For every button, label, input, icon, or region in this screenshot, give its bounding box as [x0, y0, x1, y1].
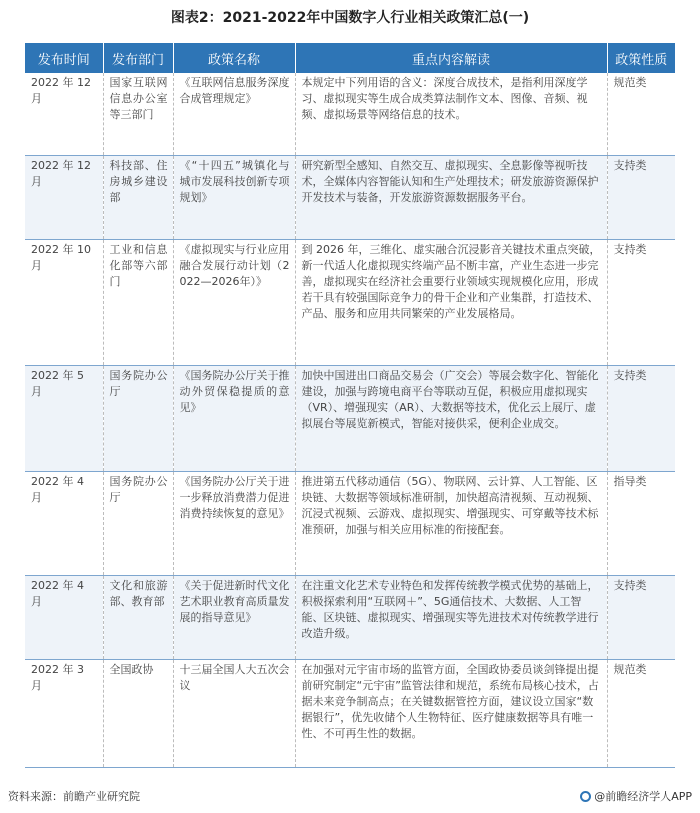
table-row — [25, 365, 675, 471]
column-header-nature: 政策性质 — [607, 43, 675, 73]
cell-content: 在加强对元宇宙市场的监管方面，全国政协委员谈剑锋提出提前研究制定“元宇宙”监管法律和规范，系统布局核心技术，占据未来竞争制高点；在关键数据管控方面，建议设立国家“数据银行”，优先收储个人生物特征、医疗健康数据等具有唯一性、不可再生性的数据。 — [295, 659, 607, 767]
cell-nature: 规范类 — [607, 659, 675, 767]
chart-title: 图表2：2021-2022年中国数字人行业相关政策汇总(一) — [170, 10, 530, 26]
table-row — [25, 73, 675, 155]
cell-date: 2022 年 3 月 — [25, 659, 103, 767]
table-row — [25, 155, 675, 239]
cell-content: 推进第五代移动通信（5G）、物联网、云计算、人工智能、区块链、大数据等领域标准研制，加快超高清视频、互动视频、沉浸式视频、云游戏、虚拟现实、增强现实、可穿戴等技术标准预研，加强与相关应用标准的衔接配套。 — [295, 471, 607, 575]
cell-date: 2022 年 4 月 — [25, 575, 103, 659]
cell-name: 《互联网信息服务深度合成管理规定》 — [173, 73, 295, 155]
cell-dept: 科技部、住房城乡建设部 — [103, 155, 173, 239]
column-header-dept: 发布部门 — [103, 43, 173, 73]
cell-nature: 支持类 — [607, 575, 675, 659]
cell-name: 十三届全国人大五次会议 — [173, 659, 295, 767]
policy-table — [25, 43, 675, 768]
cell-name: 《“十四五”城镇化与城市发展科技创新专项规划》 — [173, 155, 295, 239]
cell-name: 《国务院办公厅关于进一步释放消费潜力促进消费持续恢复的意见》 — [173, 471, 295, 575]
column-header-content: 重点内容解读 — [295, 43, 607, 73]
brand-label: @前瞻经济学人APP — [594, 790, 692, 803]
qianzhan-logo-icon — [580, 791, 591, 802]
cell-content: 在注重文化艺术专业特色和发挥传统教学模式优势的基础上，积极探索利用“互联网＋”、5G通信技术、大数据、人工智能、区块链、虚拟现实、增强现实等先进技术对传统教学进行改造升级。 — [295, 575, 607, 659]
cell-date: 2022 年 12 月 — [25, 155, 103, 239]
cell-date: 2022 年 12 月 — [25, 73, 103, 155]
table-header-row — [25, 43, 675, 73]
table-row — [25, 471, 675, 575]
footer — [0, 786, 700, 806]
cell-nature: 支持类 — [607, 239, 675, 365]
cell-dept: 国务院办公厅 — [103, 471, 173, 575]
cell-content: 到 2026 年，三维化、虚实融合沉浸影音关键技术重点突破，新一代适人化虚拟现实终端产品不断丰富，产业生态进一步完善，虚拟现实在经济社会重要行业领域实现规模化应用，形成若干具有较强国际竞争力的骨干企业和产业集群，打造技术、产品、服务和应用共同繁荣的产业发展格局。 — [295, 239, 607, 365]
column-header-name: 政策名称 — [173, 43, 295, 73]
cell-dept: 文化和旅游部、教育部 — [103, 575, 173, 659]
cell-name: 《关于促进新时代文化艺术职业教育高质量发展的指导意见》 — [173, 575, 295, 659]
source-note: 资料来源：前瞻产业研究院 — [8, 790, 140, 803]
cell-nature: 支持类 — [607, 155, 675, 239]
table-row — [25, 239, 675, 365]
cell-nature: 规范类 — [607, 73, 675, 155]
table-row — [25, 575, 675, 659]
cell-nature: 指导类 — [607, 471, 675, 575]
cell-date: 2022 年 10 月 — [25, 239, 103, 365]
cell-content: 本规定中下列用语的含义：深度合成技术，是指利用深度学习、虚拟现实等生成合成类算法制作文本、图像、音频、视频、虚拟场景等网络信息的技术。 — [295, 73, 607, 155]
cell-content: 加快中国进出口商品交易会（广交会）等展会数字化、智能化建设，加强与跨境电商平台等联动互促，积极应用虚拟现实（VR）、增强现实（AR）、大数据等技术，优化云上展厅、虚拟展台等展览新模式，智能对接供采，便利企业成交。 — [295, 365, 607, 471]
table-row — [25, 659, 675, 767]
cell-date: 2022 年 4 月 — [25, 471, 103, 575]
cell-dept: 工业和信息化部等六部门 — [103, 239, 173, 365]
cell-content: 研究新型全感知、自然交互、虚拟现实、全息影像等视听技术，全媒体内容智能认知和生产处理技术；研发旅游资源保护开发技术与装备，开发旅游资源数据服务平台。 — [295, 155, 607, 239]
cell-name: 《虚拟现实与行业应用融合发展行动计划（2022—2026年）》 — [173, 239, 295, 365]
cell-dept: 国务院办公厅 — [103, 365, 173, 471]
brand-credit — [580, 788, 692, 804]
cell-dept: 全国政协 — [103, 659, 173, 767]
cell-date: 2022 年 5 月 — [25, 365, 103, 471]
cell-dept: 国家互联网信息办公室等三部门 — [103, 73, 173, 155]
cell-name: 《国务院办公厅关于推动外贸保稳提质的意见》 — [173, 365, 295, 471]
cell-nature: 支持类 — [607, 365, 675, 471]
column-header-date: 发布时间 — [25, 43, 103, 73]
